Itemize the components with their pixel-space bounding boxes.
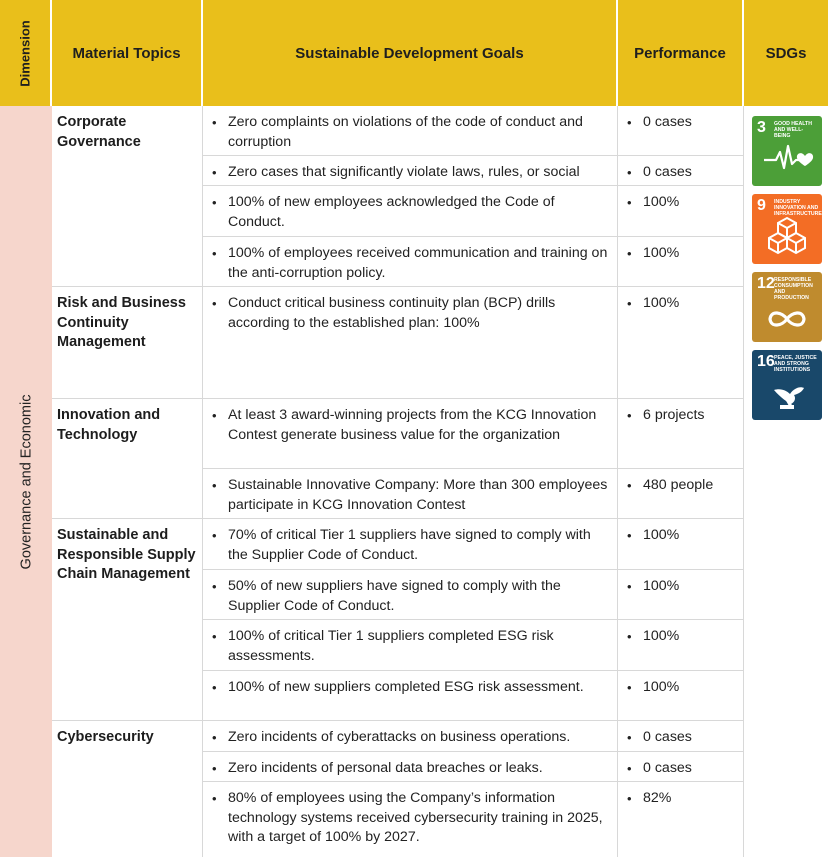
bullet-icon: • bbox=[627, 115, 632, 130]
bullet-icon: • bbox=[627, 761, 632, 776]
bullet-icon: • bbox=[627, 528, 632, 543]
goal-cell: • 80% of employees using the Company’s information technology systems received cybersecurity training in 2025, with a target of 100% by 2027. bbox=[212, 790, 603, 845]
dove-gavel-icon bbox=[752, 350, 822, 420]
heartbeat-icon bbox=[752, 116, 822, 186]
performance-cell: • 100% bbox=[618, 186, 744, 237]
bullet-icon: • bbox=[627, 408, 632, 423]
bullet-icon: • bbox=[627, 680, 632, 695]
goal-cell: • 100% of employees received communication and training on the anti-corruption policy. bbox=[203, 237, 618, 287]
bullet-icon: • bbox=[212, 165, 217, 180]
header-performance: Performance bbox=[618, 0, 744, 106]
performance-cell: • 100% bbox=[618, 570, 744, 620]
bullet-icon: • bbox=[212, 791, 217, 806]
dimension-cell bbox=[0, 106, 52, 857]
header-material-topics: Material Topics bbox=[52, 0, 203, 106]
topic-cybersecurity: Cybersecurity bbox=[57, 729, 154, 745]
performance-cell: • 0 cases bbox=[618, 156, 744, 186]
header-sdgs: SDGs bbox=[744, 0, 828, 106]
dimension-label: Governance and Economic bbox=[18, 394, 34, 569]
bullet-icon: • bbox=[212, 730, 217, 745]
bullet-icon: • bbox=[627, 195, 632, 210]
bullet-icon: • bbox=[212, 629, 217, 644]
sdg-column bbox=[744, 106, 828, 857]
performance-cell: • 0 cases bbox=[618, 106, 744, 156]
bullet-icon: • bbox=[627, 730, 632, 745]
topic-supply-chain: Sustainable and Responsible Supply Chain Management bbox=[52, 519, 203, 721]
column-divider bbox=[202, 106, 203, 857]
bullet-icon: • bbox=[627, 629, 632, 644]
topic-innovation-technology: Innovation and Technology bbox=[52, 399, 203, 519]
column-divider bbox=[617, 106, 618, 857]
goal-cell: • 100% of new employees acknowledged the Code of Conduct. bbox=[203, 186, 618, 237]
bullet-icon: • bbox=[212, 478, 217, 493]
topic-risk-business-continuity: Risk and Business Continuity Management bbox=[52, 287, 203, 399]
bullet-icon: • bbox=[212, 579, 217, 594]
goal-cell: • Sustainable Innovative Company: More than 300 employees participate in KCG Innovation Contest bbox=[203, 469, 618, 519]
performance-cell: • 100% bbox=[618, 620, 744, 671]
goal-cell: • Conduct critical business continuity plan (BCP) drills according to the established plan: 100% bbox=[203, 287, 618, 399]
goal-cell: • At least 3 award-winning projects from the KCG Innovation Contest generate business value for the organization bbox=[203, 399, 618, 469]
bullet-icon: • bbox=[627, 296, 632, 311]
performance-cell: • 0 cases bbox=[618, 721, 744, 752]
goal-cell: • Zero cases that significantly violate laws, rules, or social bbox=[203, 156, 618, 186]
performance-cell: • 100% bbox=[618, 287, 744, 399]
sdg-tile-16: 16 PEACE, JUSTICE AND STRONG INSTITUTIONS bbox=[752, 350, 822, 420]
bullet-icon: • bbox=[212, 680, 217, 695]
bullet-icon: • bbox=[212, 246, 217, 261]
performance-cell: • 6 projects bbox=[618, 399, 744, 469]
performance-cell: • 82% bbox=[618, 782, 744, 857]
goal-cell: • 100% of new suppliers completed ESG risk assessment. bbox=[203, 671, 618, 721]
performance-cell: • 100% bbox=[618, 519, 744, 570]
goal-cell: • Zero incidents of personal data breaches or leaks. bbox=[203, 752, 618, 782]
performance-cell: • 480 people bbox=[618, 469, 744, 519]
header-dimension bbox=[0, 0, 52, 106]
sdg-tile-12: 12 RESPONSIBLE CONSUMPTION AND PRODUCTION bbox=[752, 272, 822, 342]
bullet-icon: • bbox=[212, 195, 217, 210]
bullet-icon: • bbox=[212, 528, 217, 543]
cubes-icon bbox=[752, 194, 822, 264]
bullet-icon: • bbox=[627, 165, 632, 180]
bullet-icon: • bbox=[627, 478, 632, 493]
performance-cell: • 100% bbox=[618, 671, 744, 721]
performance-cell: • 0 cases bbox=[618, 752, 744, 782]
topic-corporate-governance: Corporate Governance bbox=[52, 106, 203, 287]
sdg-tile-9: 9 INDUSTRY INNOVATION AND INFRASTRUCTURE bbox=[752, 194, 822, 264]
bullet-icon: • bbox=[212, 115, 217, 130]
sdg-tile-3: 3 GOOD HEALTH AND WELL-BEING bbox=[752, 116, 822, 186]
bullet-icon: • bbox=[212, 761, 217, 776]
bullet-icon: • bbox=[627, 579, 632, 594]
infinity-loop-icon bbox=[752, 272, 822, 342]
bullet-icon: • bbox=[627, 791, 632, 806]
goal-cell: • Zero incidents of cyberattacks on business operations. bbox=[203, 721, 618, 752]
goal-cell: • 100% of critical Tier 1 suppliers completed ESG risk assessments. bbox=[203, 620, 618, 671]
bullet-icon: • bbox=[627, 246, 632, 261]
goal-cell: • 70% of critical Tier 1 suppliers have signed to comply with the Supplier Code of Conduct. bbox=[203, 519, 618, 570]
bullet-icon: • bbox=[212, 296, 217, 311]
goal-cell: • Zero complaints on violations of the code of conduct and corruption bbox=[203, 106, 618, 156]
performance-cell: • 100% bbox=[618, 237, 744, 287]
header-dimension-label: Dimension bbox=[17, 19, 33, 87]
header-goals: Sustainable Development Goals bbox=[203, 0, 618, 106]
bullet-icon: • bbox=[212, 408, 217, 423]
goal-cell: • 50% of new suppliers have signed to comply with the Supplier Code of Conduct. bbox=[203, 570, 618, 620]
